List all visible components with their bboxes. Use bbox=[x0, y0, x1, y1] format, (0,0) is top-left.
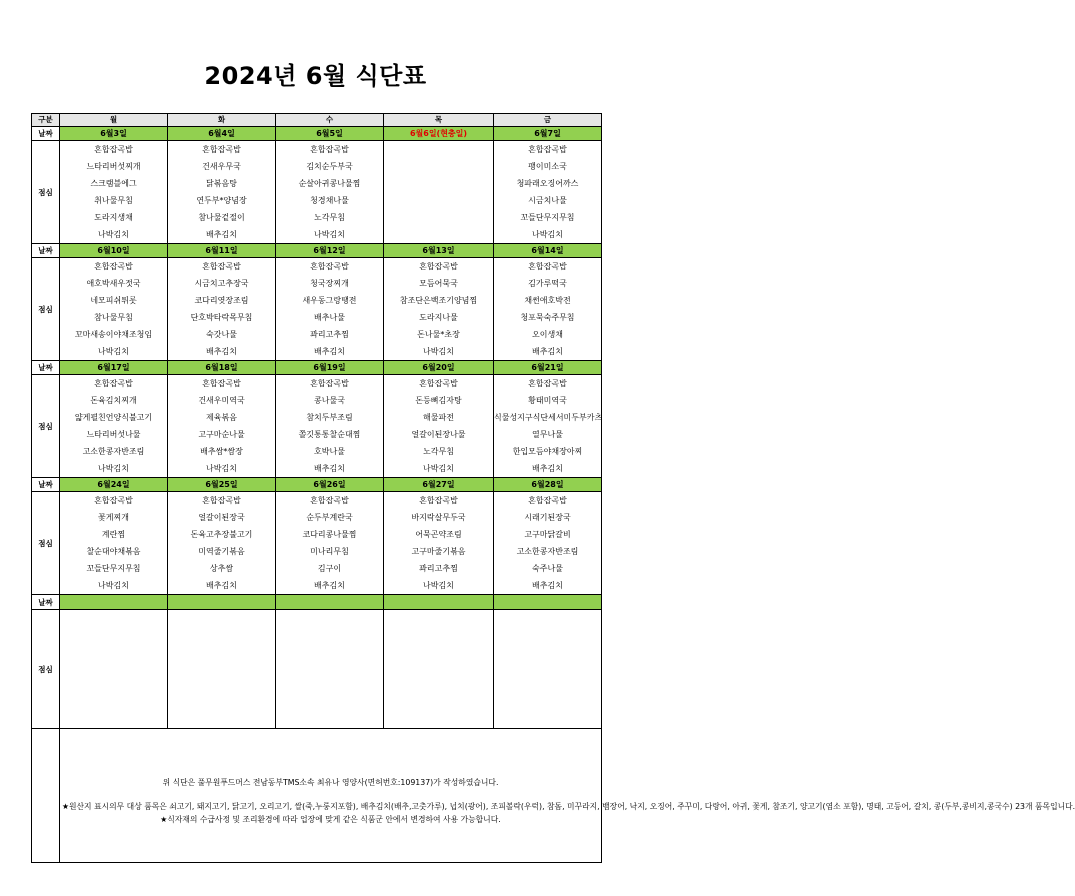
menu-cell bbox=[494, 492, 602, 595]
menu-item: 꽈리고추찜 bbox=[310, 330, 349, 339]
menu-item: 꼬마새송이야채조청임 bbox=[74, 330, 153, 339]
date-cell bbox=[494, 478, 602, 492]
menu-item: 김치순두부국 bbox=[306, 162, 353, 171]
menu-item: 혼합잡곡밥 bbox=[419, 379, 458, 388]
menu-item: 청포묵숙주무침 bbox=[520, 313, 575, 322]
menu-item: 꽈리고추찜 bbox=[419, 564, 458, 573]
menu-cell bbox=[60, 375, 168, 478]
menu-item: 나박김치 bbox=[423, 464, 454, 473]
date-cell bbox=[60, 244, 168, 258]
date-text: 6월28일 bbox=[531, 480, 564, 489]
menu-item: 건새우무국 bbox=[202, 162, 241, 171]
menu-item: 나박김치 bbox=[314, 230, 345, 239]
menu-cell bbox=[384, 258, 494, 361]
meal-row-label: 점심 bbox=[32, 141, 60, 244]
menu-item: 숙주나물 bbox=[532, 564, 563, 573]
menu-item: 배추김치 bbox=[532, 347, 563, 356]
menu-item: 고구마닭갈비 bbox=[524, 530, 571, 539]
menu-item: 채썬애호박전 bbox=[524, 296, 571, 305]
notes-cell bbox=[60, 729, 1075, 863]
empty-menu-cell bbox=[276, 610, 384, 729]
menu-item: 숙갓나물 bbox=[206, 330, 237, 339]
menu-cell bbox=[276, 258, 384, 361]
date-cell bbox=[276, 127, 384, 141]
date-text: 6월17일 bbox=[97, 363, 130, 372]
menu-item: 청국장찌개 bbox=[310, 279, 349, 288]
menu-item: 혼합잡곡밥 bbox=[202, 262, 241, 271]
menu-item: 참치두부조림 bbox=[306, 413, 353, 422]
menu-item: 고구마줄기볶음 bbox=[411, 547, 466, 556]
menu-item: 배추김치 bbox=[314, 464, 345, 473]
menu-item: 연두부*양념장 bbox=[196, 196, 247, 205]
menu-item: 어묵곤약조림 bbox=[415, 530, 462, 539]
menu-item: 꼬들단무지무침 bbox=[520, 213, 575, 222]
empty-date-cell bbox=[384, 595, 494, 610]
page-title: 2024년 6월 식단표 bbox=[204, 62, 427, 90]
menu-item: 찰순대야채볶음 bbox=[86, 547, 141, 556]
meal-row-label: 점심 bbox=[32, 258, 60, 361]
meal-row bbox=[32, 141, 602, 244]
menu-item: 콩나물국 bbox=[314, 396, 345, 405]
menu-item: 상추쌈 bbox=[209, 564, 234, 573]
menu-item: 미나리무침 bbox=[310, 547, 349, 556]
menu-item: 모듬어묵국 bbox=[419, 279, 458, 288]
menu-cell bbox=[384, 141, 494, 244]
menu-item: 김가루떡국 bbox=[528, 279, 567, 288]
date-cell bbox=[168, 244, 276, 258]
menu-item: 혼합잡곡밥 bbox=[202, 379, 241, 388]
menu-item: 혼합잡곡밥 bbox=[310, 262, 349, 271]
menu-item: 배추김치 bbox=[314, 581, 345, 590]
meal-row-label: 점심 bbox=[32, 375, 60, 478]
date-cell bbox=[60, 361, 168, 375]
menu-item: 쫄깃통통찰순대찜 bbox=[298, 430, 361, 439]
menu-cell bbox=[168, 492, 276, 595]
date-text: 6월11일 bbox=[205, 246, 238, 255]
menu-item: 얼갈이된장국 bbox=[198, 513, 245, 522]
empty-meal-row bbox=[32, 610, 602, 729]
menu-cell bbox=[276, 492, 384, 595]
date-text: 6월24일 bbox=[97, 480, 130, 489]
date-text: 6월10일 bbox=[97, 246, 130, 255]
date-text: 6월3일 bbox=[100, 129, 127, 138]
date-text: 6월18일 bbox=[205, 363, 238, 372]
menu-item: 나박김치 bbox=[423, 581, 454, 590]
date-text: 6월21일 bbox=[531, 363, 564, 372]
menu-item: 노각무침 bbox=[314, 213, 345, 222]
notes-block bbox=[60, 766, 1075, 826]
day-header: 월 bbox=[60, 114, 168, 127]
menu-item: 취나물무침 bbox=[94, 196, 133, 205]
menu-item: 배추김치 bbox=[532, 464, 563, 473]
menu-item: 돈등뼈김자탕 bbox=[415, 396, 462, 405]
menu-item: 시금치고추장국 bbox=[194, 279, 249, 288]
menu-item: 단호박타락목무침 bbox=[190, 313, 253, 322]
date-text: 6월20일 bbox=[422, 363, 455, 372]
menu-item: 꽃게찌개 bbox=[98, 513, 129, 522]
menu-item: 혼합잡곡밥 bbox=[310, 145, 349, 154]
menu-item: 한입모듬야채장아찌 bbox=[512, 447, 583, 456]
menu-item: 호박나물 bbox=[314, 447, 345, 456]
menu-cell bbox=[276, 141, 384, 244]
header-label: 구분 bbox=[32, 114, 60, 127]
menu-item: 닭볶음탕 bbox=[206, 179, 237, 188]
menu-item: 청파래오징어까스 bbox=[516, 179, 579, 188]
date-row-label: 날짜 bbox=[32, 478, 60, 492]
menu-item: 배추쌈*쌈장 bbox=[200, 447, 243, 456]
date-text: 6월12일 bbox=[313, 246, 346, 255]
menu-item: 황태미역국 bbox=[528, 396, 567, 405]
menu-item: 혼합잡곡밥 bbox=[202, 496, 241, 505]
date-row-label: 날짜 bbox=[32, 127, 60, 141]
date-cell bbox=[276, 361, 384, 375]
date-text: 6월27일 bbox=[422, 480, 455, 489]
menu-item: 참나물겉절이 bbox=[198, 213, 245, 222]
menu-item: 계란찜 bbox=[101, 530, 126, 539]
menu-item: 혼합잡곡밥 bbox=[94, 379, 133, 388]
menu-item: 나박김치 bbox=[532, 230, 563, 239]
date-text: 6월5일 bbox=[316, 129, 343, 138]
date-text: 6월4일 bbox=[208, 129, 235, 138]
menu-item: 오이생채 bbox=[532, 330, 563, 339]
menu-cell bbox=[60, 141, 168, 244]
date-cell bbox=[60, 127, 168, 141]
day-header: 수 bbox=[276, 114, 384, 127]
menu-item: 혼합잡곡밥 bbox=[310, 379, 349, 388]
menu-item: 돈나물*초장 bbox=[417, 330, 460, 339]
menu-item: 건새우미역국 bbox=[198, 396, 245, 405]
day-header: 목 bbox=[384, 114, 494, 127]
date-cell bbox=[276, 478, 384, 492]
menu-item: 배추나물 bbox=[314, 313, 345, 322]
menu-item: 도라지나물 bbox=[419, 313, 458, 322]
empty-menu-cell bbox=[384, 610, 494, 729]
date-row-label: 날짜 bbox=[32, 244, 60, 258]
date-cell bbox=[384, 244, 494, 258]
menu-item: 나박김치 bbox=[98, 230, 129, 239]
menu-item: 코다리엿장조림 bbox=[194, 296, 249, 305]
date-text: 6월13일 bbox=[422, 246, 455, 255]
meal-row bbox=[32, 375, 602, 478]
empty-date-cell bbox=[60, 595, 168, 610]
menu-item: 혼합잡곡밥 bbox=[528, 145, 567, 154]
menu-item: 얼갈이된장나물 bbox=[411, 430, 466, 439]
menu-item: 바지락살무두국 bbox=[411, 513, 466, 522]
meal-row bbox=[32, 258, 602, 361]
menu-cell bbox=[384, 375, 494, 478]
date-cell bbox=[384, 361, 494, 375]
date-cell bbox=[60, 478, 168, 492]
menu-cell bbox=[494, 375, 602, 478]
menu-item: 꼬들단무지무침 bbox=[86, 564, 141, 573]
holiday-date: 6월6일(현충일) bbox=[409, 129, 468, 138]
date-cell bbox=[494, 244, 602, 258]
menu-item: 스크램블에그 bbox=[90, 179, 137, 188]
empty-menu-cell bbox=[168, 610, 276, 729]
menu-item: 새우동그랑땡전 bbox=[302, 296, 357, 305]
menu-item: 돈육김치찌개 bbox=[90, 396, 137, 405]
menu-item: 도라지생채 bbox=[94, 213, 133, 222]
menu-cell bbox=[60, 258, 168, 361]
menu-item: 나박김치 bbox=[98, 581, 129, 590]
menu-item: 고구마순나물 bbox=[198, 430, 245, 439]
menu-item: 혼합잡곡밥 bbox=[528, 262, 567, 271]
notes-spacer bbox=[32, 729, 60, 863]
menu-item: 참조단은백조기양념찜 bbox=[399, 296, 478, 305]
menu-cell bbox=[276, 375, 384, 478]
empty-date-cell bbox=[494, 595, 602, 610]
menu-item: 돈육고추장불고기 bbox=[190, 530, 253, 539]
meal-row-label: 점심 bbox=[32, 492, 60, 595]
date-cell bbox=[168, 127, 276, 141]
menu-item: 열무나물 bbox=[532, 430, 563, 439]
menu-item: 배추김치 bbox=[206, 230, 237, 239]
menu-item: 배추김치 bbox=[314, 347, 345, 356]
menu-cell bbox=[168, 258, 276, 361]
menu-item: 배추김치 bbox=[532, 581, 563, 590]
menu-cell bbox=[168, 375, 276, 478]
menu-item: 식물성지구식단세서미두부카츠 bbox=[494, 413, 603, 422]
menu-item: 혼합잡곡밥 bbox=[528, 496, 567, 505]
menu-item: 해물파전 bbox=[423, 413, 454, 422]
menu-item: 순두부계란국 bbox=[306, 513, 353, 522]
menu-item: 혼합잡곡밥 bbox=[419, 262, 458, 271]
menu-item: 혼합잡곡밥 bbox=[419, 496, 458, 505]
menu-item: 나박김치 bbox=[98, 347, 129, 356]
date-cell bbox=[168, 361, 276, 375]
menu-item: 나박김치 bbox=[423, 347, 454, 356]
empty-date-cell bbox=[168, 595, 276, 610]
menu-item: 나박김치 bbox=[98, 464, 129, 473]
menu-table bbox=[31, 113, 1075, 863]
menu-cell bbox=[494, 141, 602, 244]
menu-item: 혼합잡곡밥 bbox=[528, 379, 567, 388]
empty-date-cell bbox=[276, 595, 384, 610]
menu-item: 느타리버섯찌개 bbox=[86, 162, 141, 171]
menu-item: 미역줄기볶음 bbox=[198, 547, 245, 556]
menu-item: 김구이 bbox=[317, 564, 342, 573]
date-row bbox=[32, 244, 602, 258]
menu-cell bbox=[60, 492, 168, 595]
menu-cell bbox=[168, 141, 276, 244]
date-row bbox=[32, 478, 602, 492]
date-cell bbox=[168, 478, 276, 492]
date-text: 6월19일 bbox=[313, 363, 346, 372]
substitution-note: ★식자재의 수급사정 및 조리환경에 따라 업장에 맞게 같은 식품군 안에서 변경하여 사용 가능합니다. bbox=[160, 814, 501, 824]
menu-item: 순살아귀콩나물찜 bbox=[298, 179, 361, 188]
dietitian-note: 위 식단은 풀무원푸드머스 전남동부TMS소속 최유나 영양사(면허번호:109137)가 작성하였습니다. bbox=[162, 777, 499, 787]
menu-item: 얇게펼친언양식불고기 bbox=[74, 413, 153, 422]
menu-cell bbox=[384, 492, 494, 595]
date-cell bbox=[384, 127, 494, 141]
date-cell bbox=[384, 478, 494, 492]
empty-menu-cell bbox=[60, 610, 168, 729]
menu-item: 청경채나물 bbox=[310, 196, 349, 205]
menu-item: 혼합잡곡밥 bbox=[94, 145, 133, 154]
date-text: 6월14일 bbox=[531, 246, 564, 255]
empty-menu-cell bbox=[494, 610, 602, 729]
menu-item: 혼합잡곡밥 bbox=[94, 496, 133, 505]
date-text: 6월26일 bbox=[313, 480, 346, 489]
menu-item: 네모피쉬튀롯 bbox=[90, 296, 137, 305]
menu-item: 느타리버섯나물 bbox=[86, 430, 141, 439]
menu-item: 배추김치 bbox=[206, 347, 237, 356]
empty-date-row bbox=[32, 595, 602, 610]
menu-item: 참나물무침 bbox=[94, 313, 133, 322]
menu-item: 혼합잡곡밥 bbox=[310, 496, 349, 505]
date-row-label: 날짜 bbox=[32, 595, 60, 610]
date-row bbox=[32, 361, 602, 375]
day-header: 화 bbox=[168, 114, 276, 127]
meal-row bbox=[32, 492, 602, 595]
date-text: 6월25일 bbox=[205, 480, 238, 489]
menu-item: 노각무침 bbox=[423, 447, 454, 456]
date-cell bbox=[494, 127, 602, 141]
menu-item: 고소한콩자반조림 bbox=[516, 547, 579, 556]
menu-item: 팽이미소국 bbox=[528, 162, 567, 171]
menu-cell bbox=[494, 258, 602, 361]
menu-item: 배추김치 bbox=[206, 581, 237, 590]
menu-item: 나박김치 bbox=[206, 464, 237, 473]
menu-item: 코다리콩나물찜 bbox=[302, 530, 357, 539]
menu-item: 시금치나물 bbox=[528, 196, 567, 205]
date-row bbox=[32, 127, 602, 141]
menu-item: 제육볶음 bbox=[206, 413, 237, 422]
menu-item: 혼합잡곡밥 bbox=[94, 262, 133, 271]
date-row-label: 날짜 bbox=[32, 361, 60, 375]
meal-row-label: 점심 bbox=[32, 610, 60, 729]
menu-item: 애호박새우젓국 bbox=[86, 279, 141, 288]
day-header: 금 bbox=[494, 114, 602, 127]
notes-row bbox=[32, 729, 602, 863]
origin-note: ★원산지 표시의무 대상 품목은 쇠고기, 돼지고기, 닭고기, 오리고기, 쌀(죽,누룽지포함), 배추김치(배추,고춧가루), 넙치(광어), 조피볼락(우럭), 참돔, 미꾸라지, 뱀장어, 낙지, 오징어, 주꾸미, 다랑어, 아귀, 꽃게, 참조기, 양고기(염소 포함), 명태, 고등어, 갈치, 콩(두부,콩비지,콩국수) 23개 품목입니다. bbox=[62, 801, 1075, 811]
menu-item: 고소한콩자반조림 bbox=[82, 447, 145, 456]
date-text: 6월7일 bbox=[534, 129, 561, 138]
menu-item: 혼합잡곡밥 bbox=[202, 145, 241, 154]
date-cell bbox=[276, 244, 384, 258]
header-row bbox=[32, 114, 602, 127]
menu-item: 시래기된장국 bbox=[524, 513, 571, 522]
date-cell bbox=[494, 361, 602, 375]
